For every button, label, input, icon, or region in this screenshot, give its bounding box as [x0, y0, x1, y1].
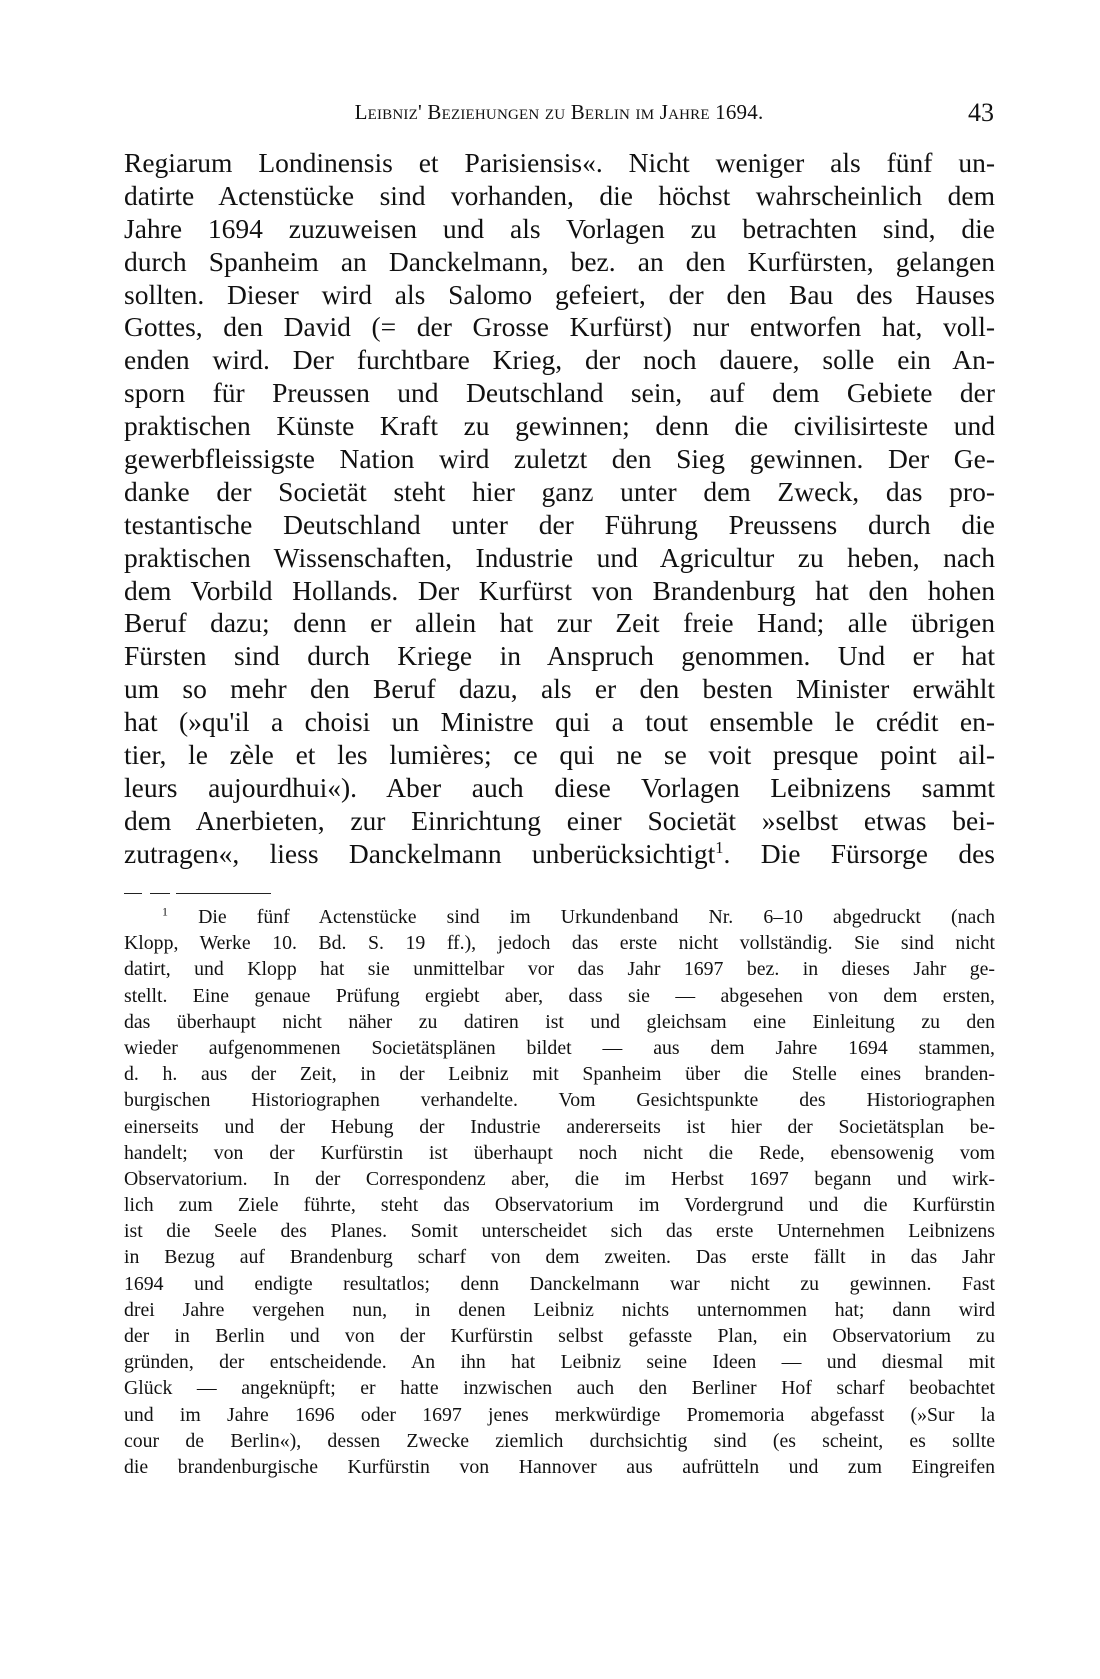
text-line: danke der Societät steht hier ganz unter dem Zweck, das pro-	[124, 475, 995, 507]
footnote-marker: 1	[162, 904, 168, 919]
footnote-line: ist die Seele des Planes. Somit unterscheidet sich das erste Unternehmen Leibnizens	[124, 1220, 995, 1243]
text-line: durch Spanheim an Danckelmann, bez. an den Kurfürsten, gelangen	[124, 245, 995, 277]
text-line: dem Anerbieten, zur Einrichtung einer Societät »selbst etwas bei-	[124, 804, 995, 836]
text-line: dem Vorbild Hollands. Der Kurfürst von Brandenburg hat den hohen	[124, 574, 995, 606]
text-line-final: zutragen«, liess Danckelmann unberücksichtigt$^1$. Die Fürsorge des	[124, 837, 996, 869]
running-title	[124, 100, 994, 125]
main-text	[124, 147, 995, 871]
text-line: Gottes, den David (= der Grosse Kurfürst) nur entworfen hat, voll-	[124, 311, 995, 343]
footnote-reference[interactable]: 1	[715, 837, 724, 857]
footnote-line: 1694 und endigte resultatlos; denn Danckelmann war nicht zu gewinnen. Fast	[124, 1272, 995, 1295]
text-line: leurs aujourdhui«). Aber auch diese Vorlagen Leibnizens sammt	[124, 771, 995, 803]
text-line: Jahre 1694 zuzuweisen und als Vorlagen zu betrachten sind, die	[124, 212, 995, 244]
text-line: Fürsten sind durch Kriege in Anspruch genommen. Und er hat	[124, 640, 995, 672]
footnote-line	[124, 904, 995, 930]
footnote-line: die brandenburgische Kurfürstin von Hannover aus aufrütteln und zum Eingreifen	[124, 1455, 995, 1478]
text-line: praktischen Künste Kraft zu gewinnen; denn die civilisirteste und	[124, 410, 995, 442]
footnote-rule-dash	[150, 893, 170, 894]
footnote-line: Observatorium. In der Correspondenz aber, die im Herbst 1697 begann und wirk-	[124, 1167, 995, 1190]
footnote-line: das überhaupt nicht näher zu datiren ist und gleichsam eine Einleitung zu den	[124, 1010, 995, 1033]
footnotes	[124, 904, 995, 1480]
footnote-line: wieder aufgenommenen Societätsplänen bildet — aus dem Jahre 1694 stammen,	[124, 1036, 995, 1059]
text-line: tier, le zèle et les lumières; ce qui ne se voit presque point ail-	[124, 739, 995, 771]
text-line: sporn für Preussen und Deutschland sein, auf dem Gebiete der	[124, 377, 995, 409]
text-line: Regiarum Londinensis et Parisiensis«. Nicht weniger als fünf un-	[124, 147, 995, 178]
text-line: gewerbfleissigste Nation wird zuletzt den Sieg gewinnen. Der Ge-	[124, 443, 995, 475]
text-line: um so mehr den Beruf dazu, als er den besten Minister erwählt	[124, 673, 995, 705]
text-line: enden wird. Der furchtbare Krieg, der noch dauere, solle ein An-	[124, 344, 995, 376]
footnote-line: Glück — angeknüpft; er hatte inzwischen auch den Berliner Hof scharf beobachtet	[124, 1377, 995, 1400]
running-title-text: Leibniz' Beziehungen zu Berlin im Jahre 1694.	[354, 100, 764, 124]
footnote-line: Klopp, Werke 10. Bd. S. 19 ff.), jedoch das erste nicht vollständig. Sie sind nicht	[124, 932, 995, 955]
footnote-line: lich zum Ziele führte, steht das Observatorium im Vordergrund und die Kurfürstin	[124, 1194, 995, 1217]
footnote-line: datirt, und Klopp hat sie unmittelbar vor das Jahr 1697 bez. in dieses Jahr ge-	[124, 958, 995, 981]
text-line: Beruf dazu; denn er allein hat zur Zeit freie Hand; alle übrigen	[124, 607, 995, 639]
text-segment: zutragen«, liess Danckelmann unberücksichtigt	[124, 837, 716, 869]
footnote-line: in Bezug auf Brandenburg scharf von dem zweiten. Das erste fällt in das Jahr	[124, 1246, 995, 1269]
footnote-line: d. h. aus der Zeit, in der Leibniz mit Spanheim über die Stelle eines branden-	[124, 1063, 995, 1086]
running-header	[124, 100, 994, 130]
page-number: 43	[968, 98, 994, 127]
text-line: praktischen Wissenschaften, Industrie und Agricultur zu heben, nach	[124, 541, 995, 573]
text-line: hat (»qu'il a choisi un Ministre qui a tout ensemble le crédit en-	[124, 706, 995, 738]
footnote-line: einerseits und der Hebung der Industrie andererseits ist hier der Societätsplan be-	[124, 1115, 995, 1138]
text-line: sollten. Dieser wird als Salomo gefeiert, der den Bau des Hauses	[124, 278, 995, 310]
footnote-line: und im Jahre 1696 oder 1697 jenes merkwürdige Promemoria abgefasst (»Sur la	[124, 1403, 995, 1426]
text-line: testantische Deutschland unter der Führung Preussens durch die	[124, 508, 995, 540]
text-line: datirte Actenstücke sind vorhanden, die höchst wahrscheinlich dem	[124, 179, 995, 211]
footnote-line: gründen, der entscheidende. An ihn hat Leibniz seine Ideen — und diesmal mit	[124, 1351, 995, 1374]
footnote-line: burgischen Historiographen verhandelte. Vom Gesichtspunkte des Historiographen	[124, 1089, 995, 1112]
footnote-line: der in Berlin und von der Kurfürstin selbst gefasste Plan, ein Observatorium zu	[124, 1325, 995, 1347]
text-segment: Die Fürsorge des	[760, 837, 996, 869]
footnote-line: cour de Berlin«), dessen Zwecke ziemlich durchsichtig sind (es scheint, es sollte	[124, 1429, 995, 1452]
footnote-rule	[176, 893, 271, 894]
footnote-rule-dash	[124, 893, 142, 894]
footnote-line: drei Jahre vergehen nun, in denen Leibniz nichts unternommen hat; dann wird	[124, 1298, 995, 1321]
footnote-line: handelt; von der Kurfürstin ist überhaupt noch nicht die Rede, ebensowenig vom	[124, 1141, 995, 1164]
footnote-line: stellt. Eine genaue Prüfung ergiebt aber, dass sie — abgesehen von dem ersten,	[124, 984, 995, 1007]
footnote-text: Die fünf Actenstücke sind im Urkundenband Nr. 6–10 abgedruckt (nach	[198, 906, 995, 928]
